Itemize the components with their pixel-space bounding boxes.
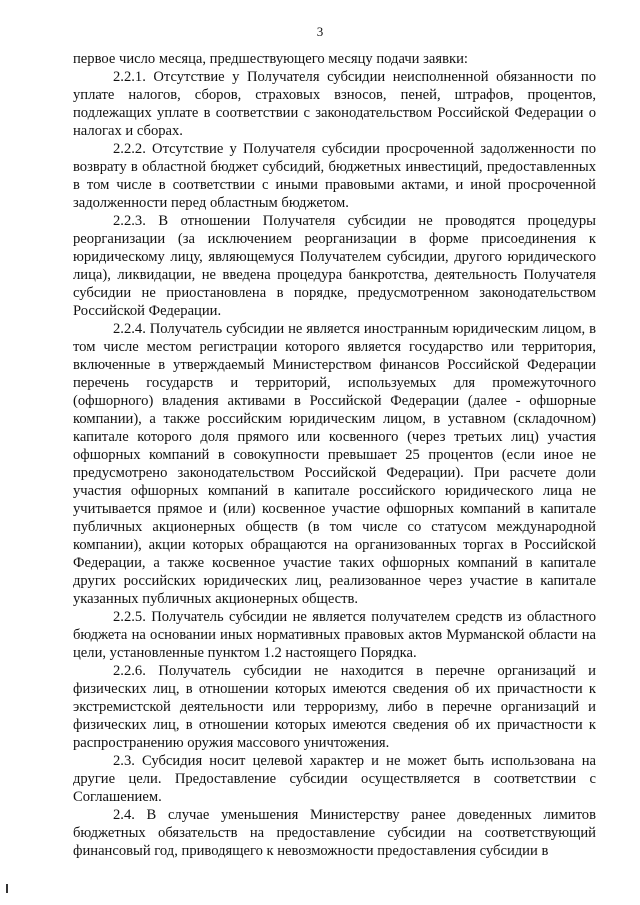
page-number: 3 [316, 24, 324, 39]
paragraph-2-2-3: 2.2.3. В отношении Получателя субсидии не проводятся процедуры реорганизации (за исключением реорганизации в форме присоединения к юридическому лицу, являющемуся Получателем субсидии, другого юридического лица), ликвидации, не введена процедура банкротства, деятельность Получателя субсидии не приостановлена в порядке, предусмотренном законодательством Российской Федерации. [73, 213, 596, 319]
document-body [73, 50, 596, 860]
paragraph-2-3: 2.3. Субсидия носит целевой характер и не может быть использована на другие цели. Предоставление субсидии осуществляется в соответствии с Соглашением. [73, 753, 596, 805]
paragraph-2-4: 2.4. В случае уменьшения Министерству ранее доведенных лимитов бюджетных обязательств на предоставление субсидии на соответствующий финансовый год, приводящего к невозможности предоставления субсидии в [73, 807, 596, 859]
paragraph-2-2-6: 2.2.6. Получатель субсидии не находится в перечне организаций и физических лиц, в отношении которых имеются сведения об их причастности к экстремистской деятельности или терроризму, либо в перечне организаций и физических лиц, в отношении которых имеются сведения об их причастности к распространению оружия массового уничтожения. [73, 663, 596, 751]
paragraph-continuation: первое число месяца, предшествующего месяцу подачи заявки: [73, 51, 468, 67]
paragraph-2-2-1: 2.2.1. Отсутствие у Получателя субсидии неисполненной обязанности по уплате налогов, сборов, страховых взносов, пеней, штрафов, процентов, подлежащих уплате в соответствии с законодательством Российской Федерации о налогах и сборах. [73, 69, 596, 139]
scan-artifact [6, 884, 8, 893]
paragraph-2-2-5: 2.2.5. Получатель субсидии не является получателем средств из областного бюджета на основании иных нормативных правовых актов Мурманской области на цели, установленные пунктом 1.2 настоящего Порядка. [73, 609, 596, 661]
paragraph-2-2-2: 2.2.2. Отсутствие у Получателя субсидии просроченной задолженности по возврату в областной бюджет субсидий, бюджетных инвестиций, предоставленных в том числе в соответствии с иными правовыми актами, и иной просроченной задолженности перед областным бюджетом. [73, 141, 596, 211]
paragraph-2-2-4: 2.2.4. Получатель субсидии не является иностранным юридическим лицом, в том числе местом регистрации которого является государство или территория, включенные в утверждаемый Министерством финансов Российской Федерации перечень государств и территорий, используемых для промежуточного (офшорного) владения активами в Российской Федерации (далее - офшорные компании), а также российским юридическим лицом, в уставном (складочном) капитале которого доля прямого или косвенного (через третьих лиц) участия офшорных компаний в совокупности превышает 25 процентов (если иное не предусмотрено законодательством Российской Федерации). При расчете доли участия офшорных компаний в капитале российского юридического лица не учитывается прямое и (или) косвенное участие офшорных компаний в капитале публичных акционерных обществ (в том числе со статусом международной компании), акции которых обращаются на организованных торгах в Российской Федерации, а также косвенное участие таких офшорных компаний в капитале других российских юридических лиц, реализованное через участие в капитале указанных публичных акционерных обществ. [73, 321, 596, 607]
